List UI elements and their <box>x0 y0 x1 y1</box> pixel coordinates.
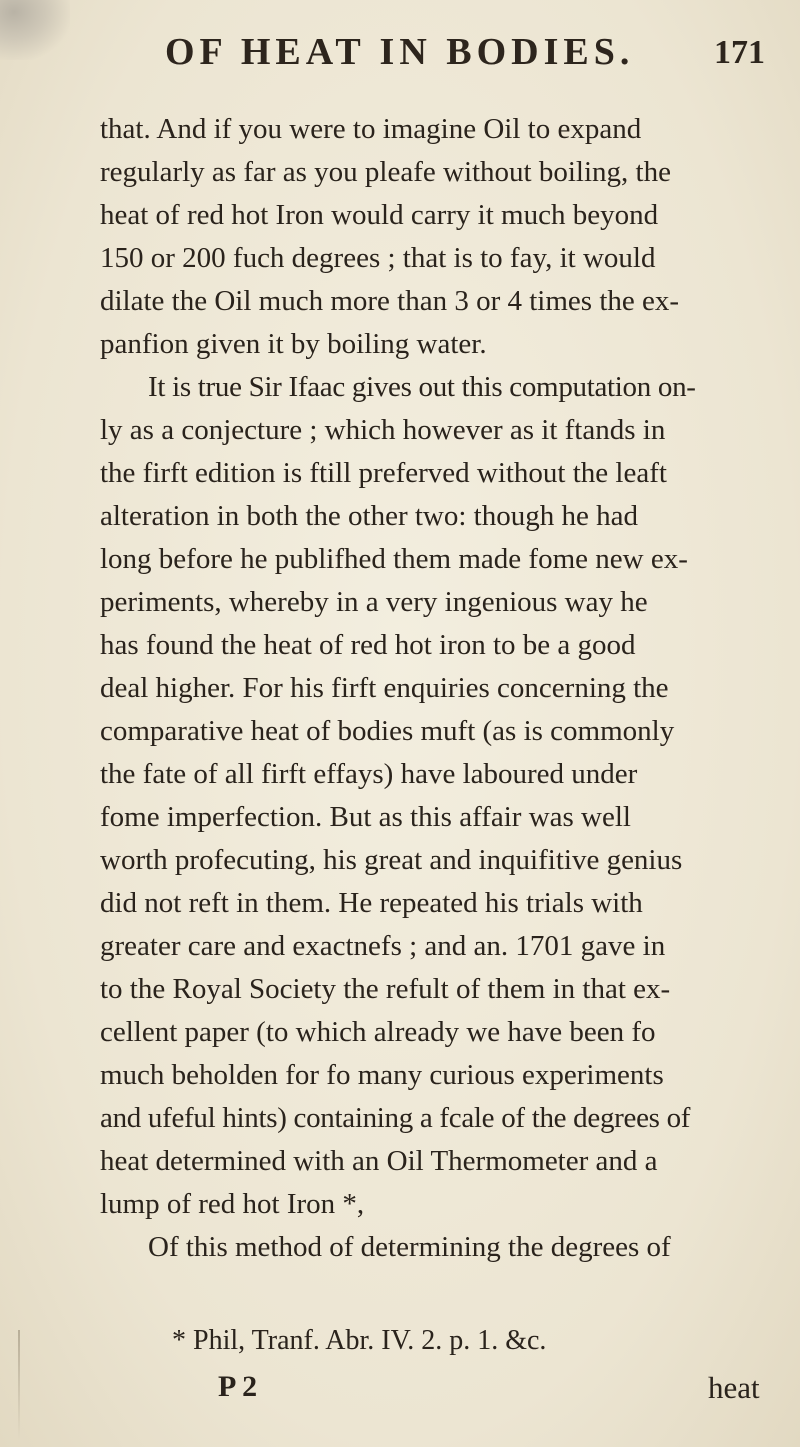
text-line: greater care and exactnefs ; and an. 1701 gave in <box>100 930 666 962</box>
page-edge-mark <box>18 1330 20 1440</box>
text-line: alteration in both the other two: though he had <box>100 500 638 532</box>
page-number: 171 <box>714 34 765 71</box>
running-title: OF HEAT IN BODIES. <box>165 31 635 73</box>
text-line: to the Royal Society the refult of them in that ex- <box>100 973 671 1005</box>
text-line: has found the heat of red hot iron to be a good <box>100 629 636 661</box>
text-line: fome imperfection. But as this affair was well <box>100 801 631 833</box>
text-line: ly as a conjecture ; which however as it ftands in <box>100 414 666 446</box>
text-line: that. And if you were to imagine Oil to expand <box>100 113 642 145</box>
catchword: heat <box>708 1370 760 1405</box>
text-line: long before he publifhed them made fome new ex- <box>100 543 688 575</box>
body-text <box>100 108 786 1269</box>
text-line: comparative heat of bodies muft (as is commonly <box>100 715 675 747</box>
text-line: deal higher. For his firft enquiries concerning the <box>100 672 669 704</box>
text-line: dilate the Oil much more than 3 or 4 times the ex- <box>100 285 680 317</box>
text-line: regularly as far as you pleafe without boiling, the <box>100 156 671 188</box>
footnote: * Phil, Tranf. Abr. IV. 2. p. 1. &c. <box>172 1325 547 1356</box>
text-line: panfion given it by boiling water. <box>100 328 487 360</box>
text-line: and ufeful hints) containing a fcale of the degrees of <box>100 1102 691 1134</box>
text-line: much beholden for fo many curious experiments <box>100 1059 664 1091</box>
signature-mark: P 2 <box>218 1370 258 1403</box>
text-line: Of this method of determining the degrees of <box>148 1231 671 1263</box>
page-header <box>165 30 765 90</box>
text-line: worth profecuting, his great and inquifitive genius <box>100 844 683 876</box>
text-line: 150 or 200 fuch degrees ; that is to fay, it would <box>100 242 656 274</box>
text-line: It is true Sir Ifaac gives out this computation on- <box>148 371 696 403</box>
text-line: heat of red hot Iron would carry it much beyond <box>100 199 659 231</box>
text-line: lump of red hot Iron *, <box>100 1188 365 1220</box>
text-line: heat determined with an Oil Thermometer and a <box>100 1145 658 1177</box>
text-line: did not reft in them. He repeated his trials with <box>100 887 643 919</box>
text-line: periments, whereby in a very ingenious way he <box>100 586 648 618</box>
text-line: cellent paper (to which already we have been fo <box>100 1016 656 1048</box>
paper-stain <box>0 0 70 60</box>
text-line: the fate of all firft effays) have laboured under <box>100 758 638 790</box>
text-line: the firft edition is ftill preferved without the leaft <box>100 457 667 489</box>
